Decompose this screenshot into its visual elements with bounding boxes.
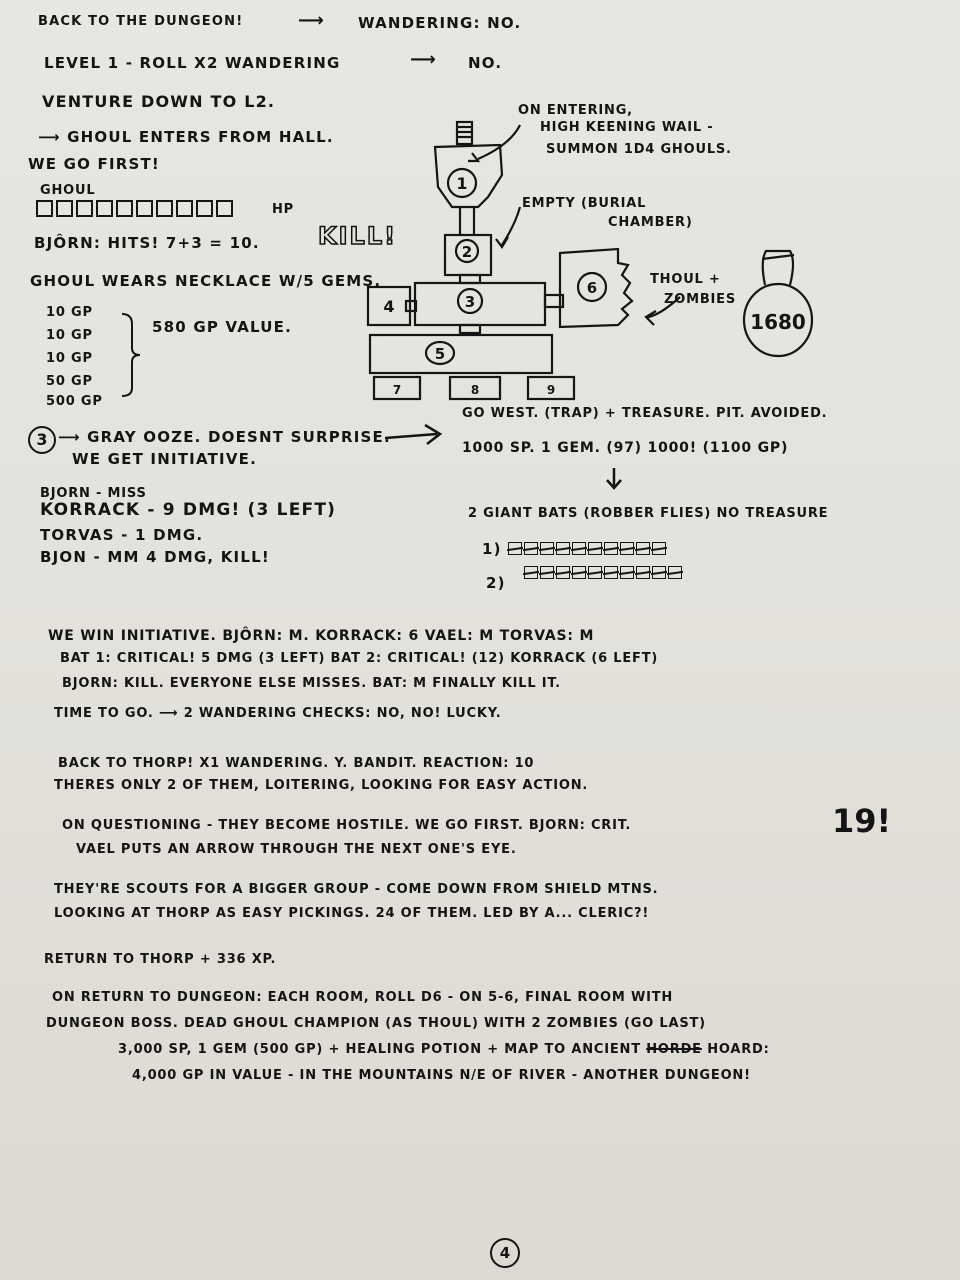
arrow-icon: ⟶ bbox=[410, 49, 438, 70]
ghoul-hp-tracker bbox=[36, 200, 233, 217]
note-body-8: VAEL PUTS AN ARROW THROUGH THE NEXT ONE'S EYE. bbox=[76, 842, 517, 857]
note-body-3: BJORN: KILL. EVERYONE ELSE MISSES. BAT: M FINALLY KILL IT. bbox=[62, 676, 561, 691]
hp-box bbox=[572, 566, 586, 579]
note-body-5: BACK TO THORP! X1 WANDERING. Y. BANDIT. REACTION: 10 bbox=[58, 756, 535, 771]
hp-box bbox=[216, 200, 233, 217]
gem-value: 10 GP bbox=[46, 305, 93, 320]
map-room-label: 8 bbox=[470, 383, 480, 397]
hp-box bbox=[116, 200, 133, 217]
room-3-marker: 3 bbox=[28, 426, 56, 454]
note-body-2: BAT 1: CRITICAL! 5 DMG (3 LEFT) BAT 2: CRITICAL! (12) KORRACK (6 LEFT) bbox=[60, 651, 659, 666]
note-ghoul-label: GHOUL bbox=[40, 183, 96, 198]
gem-total: 580 GP VALUE. bbox=[152, 318, 293, 336]
note-wandering-result: WANDERING: NO. bbox=[358, 14, 522, 32]
hp-box bbox=[176, 200, 193, 217]
hp-box bbox=[604, 542, 618, 555]
hp-box bbox=[540, 542, 554, 555]
map-note-thoul: THOUL + bbox=[650, 272, 721, 287]
note-we-get-initiative: WE GET INITIATIVE. bbox=[72, 450, 257, 468]
map-room-5 bbox=[370, 335, 552, 373]
note-body-1: WE WIN INITIATIVE. BJÔRN: M. KORRACK: 6 VAEL: M TORVAS: M bbox=[48, 628, 595, 644]
note-bjorn-hits: BJÔRN: HITS! 7+3 = 10. bbox=[34, 234, 260, 252]
note-korrack-dmg: KORRACK - 9 DMG! (3 LEFT) bbox=[40, 500, 337, 520]
hp-box bbox=[620, 566, 634, 579]
note-body-14-end: HOARD: bbox=[707, 1042, 770, 1057]
note-bjon-kill: BJON - MM 4 DMG, KILL! bbox=[40, 548, 270, 566]
kill-stamp: KILL! bbox=[318, 222, 398, 250]
map-room-1 bbox=[435, 145, 502, 207]
map-note-empty: EMPTY (BURIAL bbox=[522, 196, 647, 211]
hp-box bbox=[556, 566, 570, 579]
note-body-4: TIME TO GO. ⟶ 2 WANDERING CHECKS: NO, NO! LUCKY. bbox=[54, 706, 502, 721]
hp-box bbox=[156, 200, 173, 217]
crit-roll: 19! bbox=[832, 802, 892, 840]
arrow-down-icon bbox=[604, 466, 624, 492]
map-note-wail: HIGH KEENING WAIL - bbox=[540, 120, 714, 135]
hp-box bbox=[588, 566, 602, 579]
hp-box bbox=[652, 542, 666, 555]
hp-box bbox=[196, 200, 213, 217]
bat-2-label: 2) bbox=[486, 574, 506, 592]
map-note-entering: ON ENTERING, bbox=[518, 103, 633, 118]
map-note-chamber: CHAMBER) bbox=[608, 215, 693, 230]
note-body-10: LOOKING AT THORP AS EASY PICKINGS. 24 OF THEM. LED BY A... CLERIC?! bbox=[54, 906, 650, 921]
hp-box bbox=[96, 200, 113, 217]
note-ghoul-enters: ⟶ GHOUL ENTERS FROM HALL. bbox=[38, 128, 334, 146]
treasure-amount: 1680 bbox=[750, 310, 806, 334]
gem-value: 10 GP bbox=[46, 351, 93, 366]
map-room-label: 1 bbox=[456, 174, 468, 193]
hp-box bbox=[524, 542, 538, 555]
note-venture-down: VENTURE DOWN TO L2. bbox=[42, 92, 276, 111]
hp-box bbox=[588, 542, 602, 555]
note-go-west: GO WEST. (TRAP) + TREASURE. PIT. AVOIDED. bbox=[462, 406, 828, 421]
hp-box bbox=[508, 542, 522, 555]
map-room-label: 4 bbox=[383, 297, 395, 316]
map-note-summon: SUMMON 1D4 GHOULS. bbox=[546, 142, 732, 157]
gem-value: 50 GP bbox=[46, 374, 93, 389]
hp-box bbox=[76, 200, 93, 217]
map-note-zombies: ZOMBIES bbox=[664, 292, 737, 307]
hp-box bbox=[136, 200, 153, 217]
bat-1-hp-tracker bbox=[508, 542, 666, 555]
hp-box bbox=[636, 542, 650, 555]
hp-box bbox=[668, 566, 682, 579]
note-body-14-struck: HORDE bbox=[646, 1042, 702, 1057]
note-level1-roll: LEVEL 1 - ROLL X2 WANDERING bbox=[44, 54, 341, 72]
map-room-label: 2 bbox=[461, 243, 473, 261]
note-body-14 bbox=[118, 1042, 770, 1057]
map-room-label: 9 bbox=[546, 383, 556, 397]
bat-1-label: 1) bbox=[482, 540, 502, 558]
note-body-9: THEY'RE SCOUTS FOR A BIGGER GROUP - COME DOWN FROM SHIELD MTNS. bbox=[54, 882, 659, 897]
page-number: 4 bbox=[490, 1238, 520, 1268]
hp-box bbox=[56, 200, 73, 217]
hp-box bbox=[620, 542, 634, 555]
note-body-15: 4,000 GP IN VALUE - IN THE MOUNTAINS N/E OF RIVER - ANOTHER DUNGEON! bbox=[132, 1068, 751, 1083]
hp-box bbox=[540, 566, 554, 579]
hp-label: HP bbox=[272, 202, 295, 217]
arrow-icon bbox=[385, 420, 445, 450]
map-room-label: 5 bbox=[434, 345, 446, 363]
note-treasure-found: 1000 SP. 1 GEM. (97) 1000! (1100 GP) bbox=[462, 440, 789, 456]
note-giant-bats: 2 GIANT BATS (ROBBER FLIES) NO TREASURE bbox=[468, 506, 829, 521]
note-body-6: THERES ONLY 2 OF THEM, LOITERING, LOOKING FOR EASY ACTION. bbox=[54, 778, 589, 793]
hp-box bbox=[636, 566, 650, 579]
map-room-label: 6 bbox=[586, 279, 598, 297]
note-level1-result: NO. bbox=[468, 54, 503, 72]
hp-box bbox=[524, 566, 538, 579]
hp-box bbox=[572, 542, 586, 555]
note-body-14-text: 3,000 SP, 1 GEM (500 GP) + HEALING POTION + MAP TO ANCIENT bbox=[118, 1042, 641, 1057]
map-room-3 bbox=[415, 283, 545, 325]
hp-box bbox=[36, 200, 53, 217]
note-body-13: DUNGEON BOSS. DEAD GHOUL CHAMPION (AS THOUL) WITH 2 ZOMBIES (GO LAST) bbox=[46, 1016, 706, 1031]
note-gray-ooze: ⟶ GRAY OOZE. DOESNT SURPRISE. bbox=[58, 428, 391, 446]
note-we-go-first: WE GO FIRST! bbox=[28, 155, 160, 173]
hp-box bbox=[652, 566, 666, 579]
note-torvas-dmg: TORVAS - 1 DMG. bbox=[40, 526, 204, 544]
note-bjorn-miss: BJORN - MISS bbox=[40, 486, 147, 501]
hp-box bbox=[604, 566, 618, 579]
note-back-to-dungeon: BACK TO THE DUNGEON! bbox=[38, 14, 244, 29]
arrow-icon: ⟶ bbox=[298, 10, 326, 31]
hp-box bbox=[556, 542, 570, 555]
dungeon-map bbox=[360, 115, 830, 405]
note-ghoul-necklace: GHOUL WEARS NECKLACE W/5 GEMS. bbox=[30, 272, 382, 290]
map-room-label: 3 bbox=[464, 293, 476, 311]
bat-2-hp-tracker bbox=[524, 566, 682, 579]
note-body-11: RETURN TO THORP + 336 XP. bbox=[44, 952, 277, 967]
note-body-7: ON QUESTIONING - THEY BECOME HOSTILE. WE GO FIRST. BJORN: CRIT. bbox=[62, 818, 632, 833]
gem-value: 10 GP bbox=[46, 328, 93, 343]
map-room-label: 7 bbox=[392, 383, 402, 397]
gem-value: 500 GP bbox=[46, 394, 103, 409]
note-body-12: ON RETURN TO DUNGEON: EACH ROOM, ROLL D6 - ON 5-6, FINAL ROOM WITH bbox=[52, 990, 674, 1005]
